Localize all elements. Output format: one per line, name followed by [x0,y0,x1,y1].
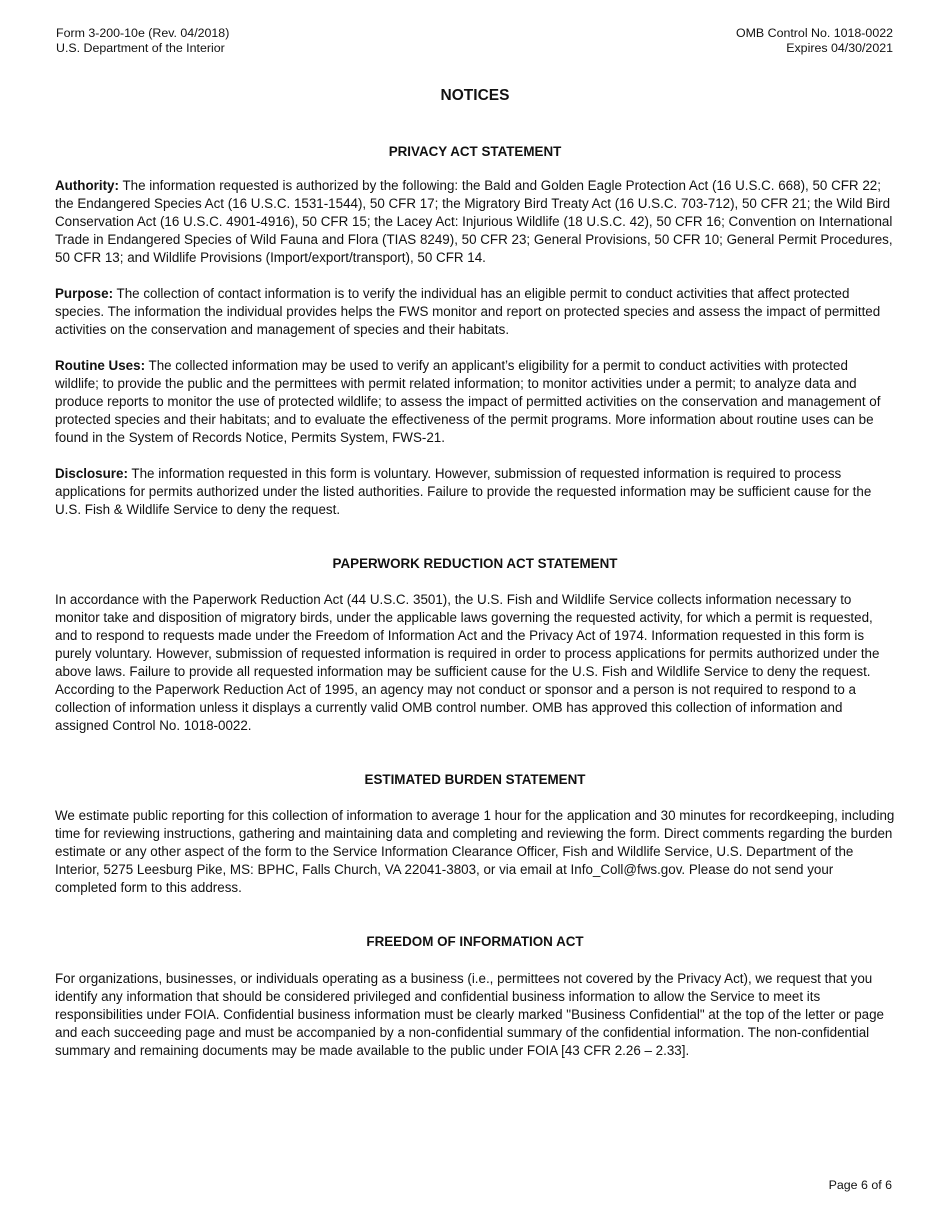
foia-paragraph: For organizations, businesses, or individuals operating as a business (i.e., permittees not covered by the Privacy Act), we request that you identify any information that should be considered privileged and confidential business information to allow the Service to meet its responsibilities under FOIA. Confidential business information must be clearly marked "Business Confidential" at the top of the letter or page and each succeeding page and must be accompanied by a non-confidential summary of the confidential information. The non-confidential summary and remaining documents may be made available to the public under FOIA [43 CFR 2.26 – 2.33]. [55,971,884,1058]
authority-label: Authority: [55,178,119,193]
routine-uses-label: Routine Uses: [55,358,146,373]
foia-heading: FREEDOM OF INFORMATION ACT [366,934,584,949]
routine-uses-paragraph [55,357,895,447]
authority-text: The information requested is authorized by the following: the Bald and Golden Eagle Protection Act (16 U.S.C. 668), 50 CFR 22; the Endangered Species Act (16 U.S.C. 1531-1544), 50 CFR 17; the Migratory Bird Treaty Act (16 U.S.C. 703-712), 50 CFR 21; the Wild Bird Conservation Act (16 U.S.C. 4901-4916), 50 CFR 15; the Lacey Act: Injurious Wildlife (18 U.S.C. 42), 50 CFR 16; Convention on International Trade in Endangered Species of Wild Fauna and Flora (TIAS 8249), 50 CFR 23; General Provisions, 50 CFR 10; General Permit Procedures, 50 CFR 13; and Wildlife Provisions (Import/export/transport), 50 CFR 14. [55,178,893,265]
page-title: NOTICES [440,87,510,104]
disclosure-label: Disclosure: [55,466,128,481]
disclosure-text: The information requested in this form is voluntary. However, submission of requested information is required to process applications for permits authorized under the listed authorities. Failure to provide the requested information may be sufficient cause for the U.S. Fish & Wildlife Service to deny the request. [55,466,872,517]
expiration-date: Expires 04/30/2021 [786,41,893,55]
paperwork-reduction-paragraph: In accordance with the Paperwork Reduction Act (44 U.S.C. 3501), the U.S. Fish and Wildlife Service collects information necessary to monitor take and disposition of migratory birds, under the applicable laws governing the requested activity, for which a permit is requested, and to respond to requests made under the Freedom of Information Act and the Privacy Act of 1974. Information requested in this form is purely voluntary. However, submission of requested information is required in order to process applications for permits authorized under the above laws. Failure to provide all requested information may be sufficient cause for the U.S. Fish and Wildlife Service to deny the request. According to the Paperwork Reduction Act of 1995, an agency may not conduct or sponsor and a person is not required to respond to a collection of information unless it displays a currently valid OMB control number. OMB has approved this collection of information and assigned Control No. 1018-0022. [55,592,880,733]
form-header-right [736,26,893,56]
burden-statement-paragraph: We estimate public reporting for this collection of information to average 1 hour for the application and 30 minutes for recordkeeping, including time for reviewing instructions, gathering and maintaining data and completing and reviewing the form. Direct comments regarding the burden estimate or any other aspect of the form to the Service Information Clearance Officer, Fish and Wildlife Service, U.S. Department of the Interior, 5275 Leesburg Pike, MS: BPHC, Falls Church, VA 22041-3803, or via email at Info_Coll@fws.gov. Please do not send your completed form to this address. [55,808,895,895]
form-header-left [56,26,229,56]
department-name: U.S. Department of the Interior [56,41,225,55]
privacy-act-heading: PRIVACY ACT STATEMENT [388,144,562,159]
form-number: Form 3-200-10e (Rev. 04/2018) [56,26,230,40]
routine-uses-text: The collected information may be used to verify an applicant’s eligibility for a permit to conduct activities with protected wildlife; to provide the public and the permittees with permit related information; to monitor activities under a permit; to analyze data and produce reports to monitor the use of protected wildlife; to assess the impact of permitted activities on the conservation and management of protected species and their habitats; and to evaluate the effectiveness of the permit programs. More information about routine uses can be found in the System of Records Notice, Permits System, FWS-21. [55,358,881,445]
omb-control-number: OMB Control No. 1018-0022 [735,26,893,40]
purpose-label: Purpose: [55,286,114,301]
paperwork-reduction-heading: PAPERWORK REDUCTION ACT STATEMENT [332,556,618,571]
burden-statement-heading: ESTIMATED BURDEN STATEMENT [364,772,586,787]
authority-paragraph [55,177,895,267]
page-number: Page 6 of 6 [828,1178,892,1192]
purpose-text: The collection of contact information is to verify the individual has an eligible permit to conduct activities that affect protected species. The information the individual provides helps the FWS monitor and report on protected species and assess the impact of permitted activities on the conservation and management of species and their habitats. [55,286,881,337]
disclosure-paragraph [55,465,895,519]
purpose-paragraph [55,285,895,339]
